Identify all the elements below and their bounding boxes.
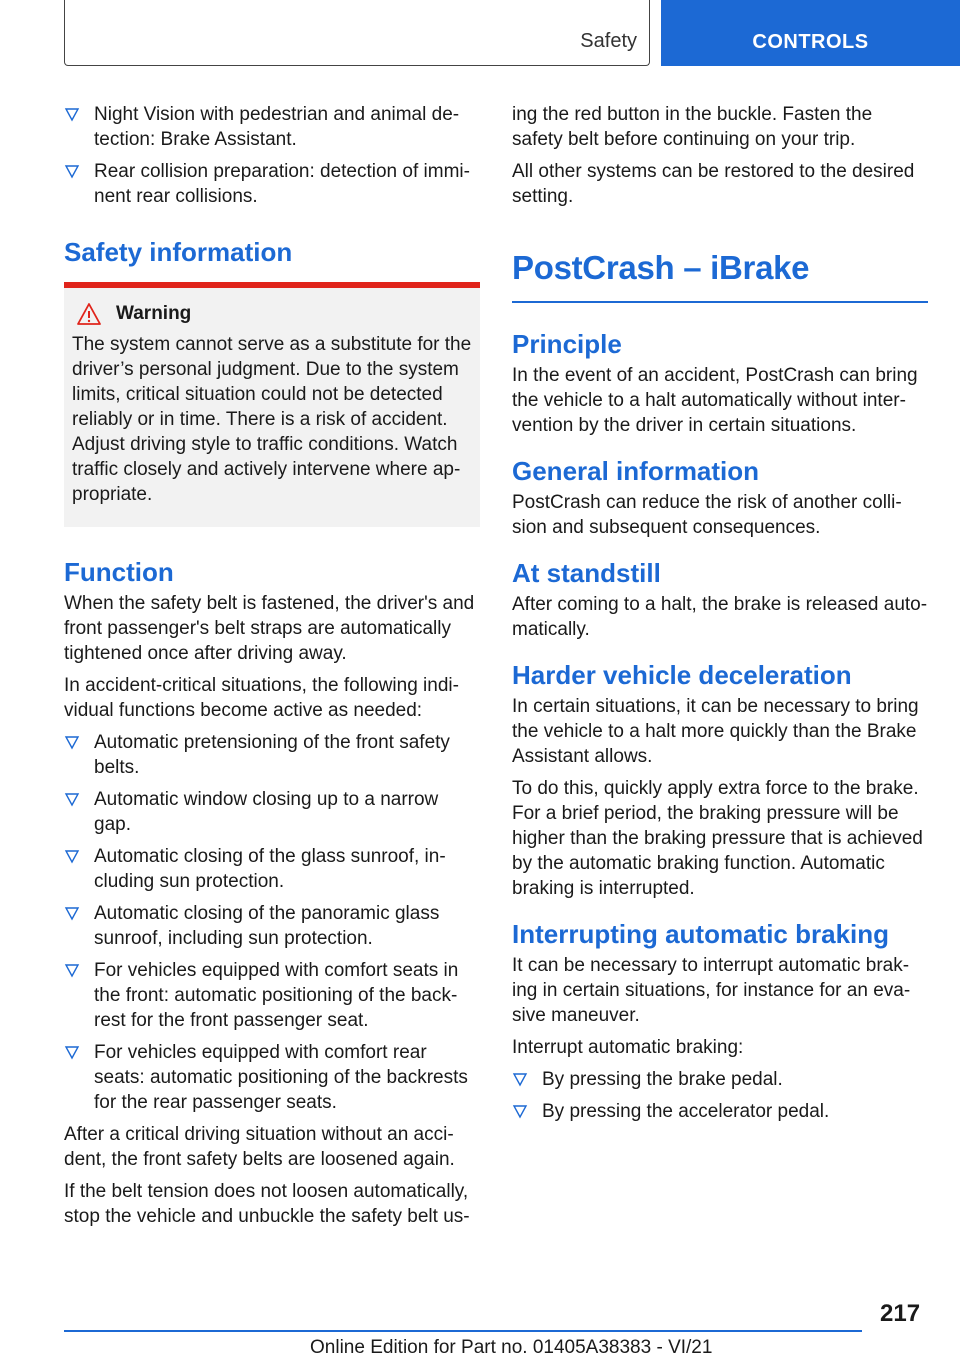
bullet-triangle-icon	[64, 105, 80, 123]
list-item-text: Night Vision with pedestrian and animal de-tection: Brake Assistant.	[94, 104, 460, 150]
bullet-triangle-icon	[512, 1070, 528, 1088]
function-paragraph: In accident-critical situations, the following indi-vidual functions become active as needed:	[64, 675, 459, 721]
interrupt-braking-paragraph: It can be necessary to interrupt automatic brak-ing in certain situations, for instance for an eva-sive maneuver.	[512, 955, 911, 1026]
list-item-text: Automatic pretensioning of the front safety belts.	[94, 732, 450, 778]
principle-paragraph: In the event of an accident, PostCrash can bring the vehicle to a halt automatically without inter-vention by the driver in certain situations.	[512, 365, 918, 436]
standstill-paragraph: After coming to a halt, the brake is released auto-matically.	[512, 594, 928, 640]
heading-rule	[512, 301, 928, 303]
list-item	[64, 901, 480, 951]
general-information-section	[512, 456, 928, 540]
list-item	[64, 958, 480, 1033]
interrupt-braking-section	[512, 919, 928, 1124]
continued-paragraph: ing the red button in the buckle. Fasten the safety belt before continuing on your trip.	[512, 104, 873, 150]
list-item-text: For vehicles equipped with comfort seats in the front: automatic positioning of the back-rest for the front passenger seat.	[94, 960, 459, 1031]
standstill-heading: At standstill	[512, 558, 661, 588]
warning-triangle-icon	[76, 302, 102, 326]
continued-paragraph: All other systems can be restored to the desired setting.	[512, 161, 915, 207]
warning-title	[72, 302, 473, 326]
general-information-paragraph: PostCrash can reduce the risk of another colli-sion and subsequent consequences.	[512, 492, 902, 538]
bullet-triangle-icon	[64, 790, 80, 808]
header-chapter-label: CONTROLS	[752, 31, 869, 53]
intro-bullet-list	[64, 102, 480, 209]
list-item	[64, 1040, 480, 1115]
principle-section	[512, 329, 928, 438]
list-item	[64, 787, 480, 837]
page-number: 217	[880, 1300, 921, 1327]
list-item	[512, 1099, 928, 1124]
list-item	[64, 159, 480, 209]
function-paragraph: If the belt tension does not loosen automatically, stop the vehicle and unbuckle the safety belt us-	[64, 1181, 470, 1227]
principle-heading: Principle	[512, 329, 622, 359]
bullet-triangle-icon	[64, 1043, 80, 1061]
header-section-box	[64, 0, 650, 66]
list-item-text: Rear collision preparation: detection of immi-nent rear collisions.	[94, 161, 470, 207]
bullet-triangle-icon	[64, 904, 80, 922]
bullet-triangle-icon	[64, 961, 80, 979]
list-item	[64, 730, 480, 780]
interrupt-braking-heading: Interrupting automatic braking	[512, 919, 890, 949]
general-information-heading: General information	[512, 456, 760, 486]
function-heading: Function	[64, 557, 174, 587]
header-section-label: Safety	[580, 30, 637, 52]
postcrash-heading: PostCrash – iBrake	[512, 249, 810, 286]
warning-text: The system cannot serve as a substitute for the driver’s personal judgment. Due to the system limits, critical situation could not be detected reliably or in time. There is a risk of accident. Adjust driving style to traffic conditions. Watch traffic closely and actively intervene where ap-propriate.	[72, 334, 472, 505]
function-bullet-list	[64, 730, 480, 1115]
list-item-text: Automatic window closing up to a narrow gap.	[94, 789, 439, 835]
bullet-triangle-icon	[64, 162, 80, 180]
interrupt-braking-paragraph: Interrupt automatic braking:	[512, 1037, 744, 1058]
left-column	[64, 102, 480, 1236]
list-item	[512, 1067, 928, 1092]
right-column	[512, 102, 928, 1142]
header-chapter-tab	[661, 0, 960, 66]
list-item-text: By pressing the brake pedal.	[542, 1069, 783, 1090]
warning-box	[64, 288, 480, 527]
list-item-text: Automatic closing of the panoramic glass sunroof, including sun protection.	[94, 903, 440, 949]
harder-deceleration-paragraph: To do this, quickly apply extra force to the brake. For a brief period, the braking pressure will be higher than the braking pressure that is achieved by the automatic braking function. Automatic braking is interrupted.	[512, 778, 923, 899]
list-item	[64, 102, 480, 152]
bullet-triangle-icon	[64, 847, 80, 865]
interrupt-bullet-list	[512, 1067, 928, 1124]
warning-title-text: Warning	[116, 303, 192, 324]
standstill-section	[512, 558, 928, 642]
harder-deceleration-heading: Harder vehicle deceleration	[512, 660, 852, 690]
bullet-triangle-icon	[512, 1102, 528, 1120]
footer-rule	[64, 1330, 862, 1332]
list-item-text: By pressing the accelerator pedal.	[542, 1101, 830, 1122]
function-paragraph: After a critical driving situation without an acci-dent, the front safety belts are loosened again.	[64, 1124, 455, 1170]
function-paragraph: When the safety belt is fastened, the driver's and front passenger's belt straps are automatically tightened once after driving away.	[64, 593, 475, 664]
list-item-text: For vehicles equipped with comfort rear seats: automatic positioning of the backrests for the rear passenger seats.	[94, 1042, 468, 1113]
harder-deceleration-paragraph: In certain situations, it can be necessary to bring the vehicle to a halt more quickly than the Brake Assistant allows.	[512, 696, 919, 767]
bullet-triangle-icon	[64, 733, 80, 751]
footer-edition-text: Online Edition for Part no. 01405A38383 - VI/21	[310, 1337, 713, 1358]
safety-information-heading: Safety information	[64, 237, 293, 267]
harder-deceleration-section	[512, 660, 928, 901]
list-item-text: Automatic closing of the glass sunroof, in-cluding sun protection.	[94, 846, 446, 892]
list-item	[64, 844, 480, 894]
